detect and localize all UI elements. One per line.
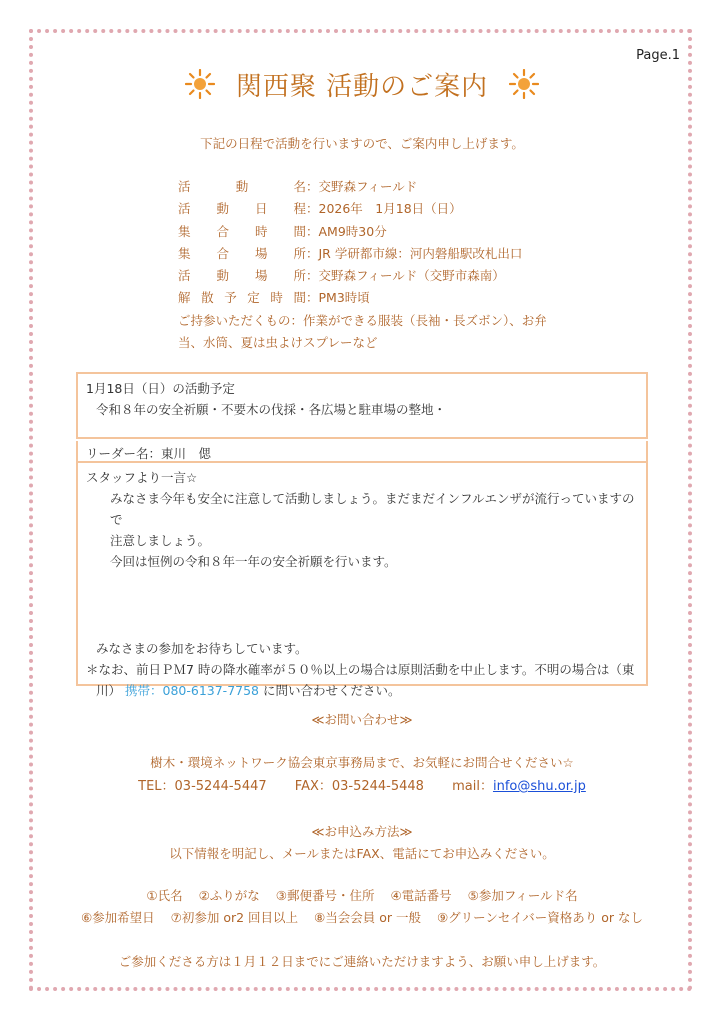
fax-number: FAX：03-5244-5448: [294, 779, 424, 794]
mail-label: mail：: [452, 779, 493, 794]
staff-message-box: [76, 463, 648, 698]
staff-message-line: 注意しましょう。: [110, 533, 211, 548]
apply-items-row-1: [0, 886, 724, 904]
contact-heading: ≪お問い合わせ≫: [311, 712, 413, 727]
schedule-key: 活 動 日 程: [178, 201, 306, 217]
schedule-key: 活 動 名: [178, 179, 306, 194]
sun-icon: [509, 69, 539, 99]
leader-box: [76, 441, 648, 463]
apply-item: ⑥参加希望日: [80, 910, 155, 925]
staff-closing: みなさまの参加をお待ちしています。: [96, 641, 308, 656]
page-title: 関西聚 活動のご案内: [235, 72, 489, 102]
staff-message-line: みなさま今年も安全に注意して活動しましょう。まだまだインフルエンザが流行っていますので: [110, 491, 635, 527]
schedule-value: ：AM9時30分: [306, 223, 387, 239]
apply-item: ⑤参加フィールド名: [467, 888, 578, 903]
page-number: Page.1: [636, 48, 680, 63]
contact-line: [0, 775, 724, 794]
contact-intro: 樹木・環境ネットワーク協会東京事務局まで、お気軽にお問合せください☆: [150, 755, 574, 770]
schedule-key: 解 散 予 定 時 間: [178, 290, 306, 306]
bring-items-line: ご持参いただくもの：作業ができる服装（長袖・長ズボン）、お弁: [178, 312, 547, 328]
apply-item: ④電話番号: [390, 888, 452, 903]
bring-items-line: 当、水筒、夏は虫よけスプレーなど: [178, 335, 378, 351]
weather-note: ＊なお、前日ＰＭ7 時の降水確率が５０％以上の場合は原則活動を中止します。不明の場合は（東: [86, 662, 635, 677]
apply-items-row-2: [0, 908, 724, 926]
staff-message-line: 今回は恒例の令和８年一年の安全祈願を行います。: [110, 554, 397, 569]
leader-name: リーダー名：東川 偲: [86, 446, 212, 461]
schedule-row-name: [178, 176, 568, 198]
spacer: [86, 572, 638, 638]
apply-intro: 以下情報を明記し、メールまたはFAX、電話にてお申込みください。: [169, 846, 555, 861]
intro-text: 下記の日程で活動を行いますので、ご案内申し上げます。: [200, 136, 524, 151]
schedule-value: ：交野森フィールド: [306, 179, 418, 194]
apply-item: ①氏名: [146, 888, 183, 903]
apply-heading: ≪お申込み方法≫: [311, 824, 413, 839]
apply-item: ⑧当会会員 or 一般: [314, 910, 421, 925]
mobile-number-link[interactable]: 携帯：080-6137-7758: [125, 683, 260, 698]
schedule-row-activity-place: [178, 265, 568, 287]
schedule-value: ：2026年 1月18日（日）: [306, 201, 462, 217]
sun-icon: [185, 69, 215, 99]
schedule-value: ：PM3時頃: [306, 290, 370, 306]
activity-plan-box: [76, 372, 648, 439]
schedule-key: 活 動 場 所: [178, 268, 306, 284]
weather-note-contact: 川） 携帯：080-6137-7758 に問い合わせください。: [96, 683, 401, 698]
apply-item: ⑨グリーンセイバー資格あり or なし: [436, 910, 644, 925]
schedule-list: [178, 176, 568, 354]
schedule-key: 集 合 場 所: [178, 245, 306, 261]
schedule-row-meet-time: [178, 221, 568, 243]
schedule-value: ：交野森フィールド（交野市森南）: [306, 268, 505, 284]
tel-number: TEL：03-5244-5447: [138, 779, 267, 794]
title-row: [0, 66, 724, 103]
plan-body: 令和８年の安全祈願・不要木の伐採・各広場と駐車場の整地・: [96, 402, 447, 417]
deadline-notice: ご参加くださる方は１月１２日までにご連絡いただけますよう、お願い申し上げます。: [118, 954, 606, 969]
apply-item: ⑦初参加 or2 回目以上: [170, 910, 299, 925]
apply-item: ②ふりがな: [198, 888, 260, 903]
schedule-key: 集 合 時 間: [178, 223, 306, 239]
schedule-row-dismiss: [178, 287, 568, 309]
schedule-row-date: [178, 198, 568, 220]
mail-link[interactable]: info@shu.or.jp: [492, 779, 586, 794]
schedule-value: ：JR 学研都市線：河内磐船駅改札出口: [306, 245, 523, 261]
plan-heading: 1月18日（日）の活動予定: [86, 381, 235, 396]
schedule-row-meet-place: [178, 243, 568, 265]
staff-heading: スタッフより一言☆: [86, 470, 198, 485]
apply-item: ③郵便番号・住所: [275, 888, 375, 903]
